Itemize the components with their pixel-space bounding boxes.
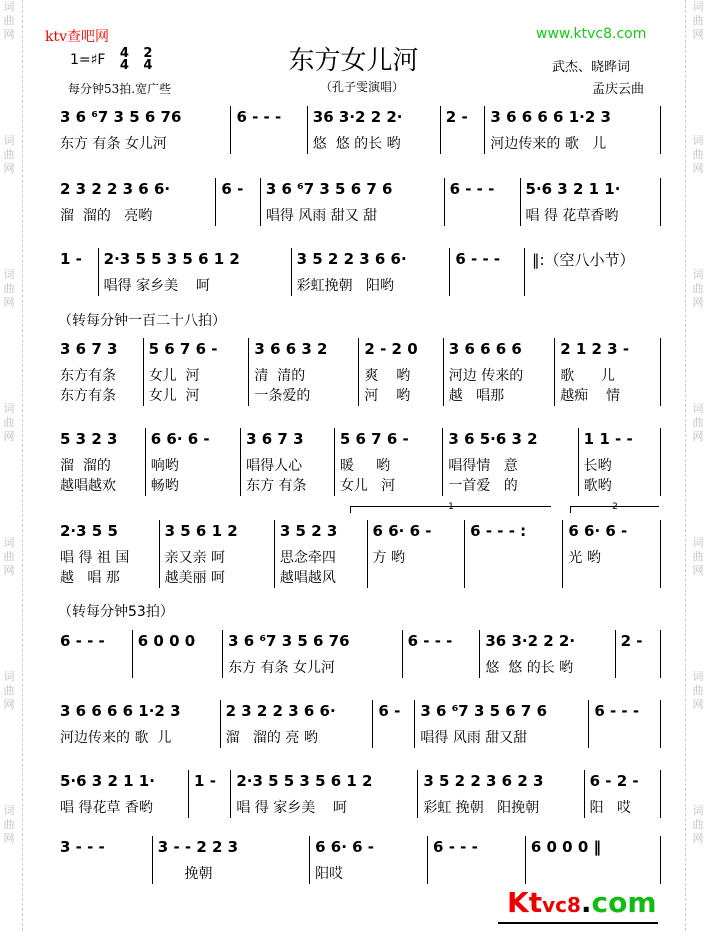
side-watermark: 词 曲 网 <box>3 402 15 443</box>
lyric-line: 越美丽 呵 <box>164 570 226 586</box>
measure <box>55 106 231 154</box>
tempo-change: （转每分钟53拍） <box>58 604 174 620</box>
measure-notes: 3 6 5·6 3 2 <box>448 430 538 448</box>
lyric-line: 越唱越风 <box>279 570 336 586</box>
lyric-line <box>60 276 93 296</box>
lyric-line: 溜 溜的 亮哟 <box>60 208 153 224</box>
staff-system <box>55 700 661 748</box>
lyric-line: 彩虹 挽朝 阳挽朝 <box>423 800 540 816</box>
side-watermark: 词 曲 网 <box>3 0 15 41</box>
lyric-line: 东方 有条 女儿河 <box>60 136 167 152</box>
measure-notes: 5 6 7 6 - <box>339 430 409 448</box>
lyric-line: 唱 得 花草香哟 <box>525 208 619 224</box>
lyric-line <box>221 206 254 226</box>
measure <box>261 178 445 226</box>
tempo-marking: 每分钟53拍.宽广些 <box>68 82 172 96</box>
lyric-line: 唱得 家乡美 呵 <box>103 278 210 294</box>
measure-notes: 2 1 2 3 - <box>560 340 630 358</box>
measure-notes: 6 0 0 0 <box>137 632 196 650</box>
composer: 孟庆云曲 <box>592 82 645 97</box>
lyric-line <box>594 728 655 748</box>
measure <box>415 700 589 748</box>
lyric-line: 东方有条 <box>60 388 116 404</box>
lyric-line: 亲又亲 呵 <box>164 550 226 566</box>
left-margin-line <box>22 0 23 931</box>
lyric-line <box>455 276 519 296</box>
lyric-line: 河边传来的 歌 儿 <box>490 136 607 152</box>
measure <box>585 770 661 818</box>
key: 1=♯F <box>70 52 106 68</box>
measure-notes: 1 - <box>60 250 82 268</box>
measure-notes: 5 3 2 3 <box>60 430 118 448</box>
measure <box>368 520 466 588</box>
measure-notes: 3 - - 2 2 3 <box>157 838 239 856</box>
lyric-line: 悠 悠 的长 哟 <box>312 136 401 152</box>
measure-notes: 6 - - - <box>236 108 282 126</box>
lyric-line: 方 哟 <box>372 550 405 566</box>
lyric-line: 一条爱的 <box>254 388 311 404</box>
side-watermark: 词 曲 网 <box>692 536 704 577</box>
time-bottom: 4 <box>119 58 129 73</box>
measure-notes: 2 - <box>620 632 643 650</box>
key-signature <box>70 48 152 72</box>
measure <box>292 248 451 296</box>
footer-watermark: Ktvc8.com <box>507 886 657 919</box>
measure-notes: 5·6 3 2 1 1· <box>525 180 621 198</box>
lyric-line: 河边 传来的 <box>448 368 524 384</box>
measure <box>216 178 260 226</box>
lyricist: 武杰、晓晔词 <box>552 60 631 75</box>
lyric-line: 东方 有条 <box>246 478 307 494</box>
measure <box>335 428 444 496</box>
lyric-line: 光 哟 <box>568 550 601 566</box>
measure <box>563 520 661 588</box>
measure <box>310 836 428 884</box>
side-watermark: 词 曲 网 <box>692 134 704 175</box>
measure <box>444 338 555 406</box>
measure <box>308 106 441 154</box>
lyric-line <box>531 864 655 884</box>
measure <box>480 630 615 678</box>
measure <box>99 248 292 296</box>
measure-notes: 6 - <box>221 180 244 198</box>
measure <box>441 106 486 154</box>
side-watermark: 词 曲 网 <box>692 670 704 711</box>
measure-notes: 3 6 6 6 6 1·2 3 <box>60 702 181 720</box>
measure-notes: 3 5 2 3 <box>279 522 338 540</box>
tempo-change: （转每分钟一百二十八拍） <box>58 313 226 329</box>
measure <box>275 520 368 588</box>
lyric-line <box>446 134 480 154</box>
lyric-line: 溜 溜的 <box>60 458 111 474</box>
lyric-line: 歌哟 <box>583 478 612 494</box>
measure <box>55 700 221 748</box>
measure <box>55 770 189 818</box>
lyric-line: 唱 得花草 香哟 <box>60 800 153 816</box>
time-top: 4 <box>119 46 129 61</box>
lyric-line: 响哟 <box>150 458 179 474</box>
lyric-line: 暖 哟 <box>339 458 391 474</box>
volta-1-label: 1 <box>448 502 454 512</box>
volta-1 <box>350 502 551 513</box>
lyric-line <box>568 568 655 588</box>
side-watermark: 词 曲 网 <box>692 268 704 309</box>
empty-bars-note: ‖:（空八小节） <box>532 251 635 269</box>
lyric-line: 唱得人心 <box>246 458 303 474</box>
time-top: 2 <box>143 46 153 61</box>
lyric-line: 女儿 河 <box>339 478 396 494</box>
lyric-line <box>621 658 655 678</box>
measure-notes: 6 - <box>378 702 401 720</box>
lyric-line: 长哟 <box>583 458 612 474</box>
time-bottom: 4 <box>143 58 153 73</box>
staff-system <box>55 520 661 588</box>
lyric-line <box>60 864 147 884</box>
lyric-line: 悠 悠 的长 哟 <box>485 660 574 676</box>
lyric-line <box>470 568 557 588</box>
lyric-line: 女儿 河 <box>148 388 200 404</box>
lyric-line <box>373 568 460 588</box>
side-watermark: 词 曲 网 <box>3 268 15 309</box>
measure-notes: 6 6· 6 - <box>568 522 628 540</box>
measure-notes: 36 3·2 2 2· <box>485 632 576 650</box>
measure-notes: 36 3·2 2 2· <box>312 108 403 126</box>
measure-notes: 2 3 2 2 3 6 6· <box>225 702 336 720</box>
measure <box>221 700 374 748</box>
measure-notes: 6 - - - <box>407 632 453 650</box>
lyric-line: 畅哟 <box>150 478 179 494</box>
measure-notes: 3 6 6 6 6 <box>448 340 522 358</box>
measure <box>359 338 443 406</box>
measure <box>231 770 418 818</box>
measure <box>403 630 481 678</box>
lyric-line: 唱得 风雨 甜又 甜 <box>265 208 378 224</box>
measure <box>249 338 359 406</box>
measure <box>616 630 661 678</box>
volta-2-label: 2 <box>612 502 618 512</box>
lyric-line <box>194 798 225 818</box>
measure <box>526 836 661 884</box>
watermark-right: www.ktvc8.com <box>536 26 647 42</box>
staff-system <box>55 178 661 226</box>
measure-notes: 3 6 6 6 6 1·2 3 <box>490 108 611 126</box>
lyric-line: 女儿 河 <box>148 368 200 384</box>
measure <box>485 106 661 154</box>
lyric-line <box>433 864 520 884</box>
measure <box>450 248 525 296</box>
measure-notes: 1 - <box>194 772 216 790</box>
measure-notes: 6 - - - <box>455 250 501 268</box>
measure <box>55 836 153 884</box>
lyric-line: 唱得 风雨 甜又甜 <box>420 730 528 746</box>
side-watermark: 词 曲 网 <box>3 536 15 577</box>
measure-notes: 3 5 2 2 3 6 6· <box>296 250 407 268</box>
measure <box>55 520 160 588</box>
measure <box>465 520 563 588</box>
side-watermark: 词 曲 网 <box>692 804 704 845</box>
staff-system <box>55 428 661 496</box>
measure-notes: 2 - <box>445 108 468 126</box>
measure <box>55 248 99 296</box>
measure <box>241 428 335 496</box>
measure-notes: 2 - 2 0 <box>364 340 418 358</box>
measure-notes: 6 - - - <box>433 838 478 856</box>
staff-system <box>55 770 661 818</box>
lyric-line <box>60 658 127 678</box>
measure-notes: 6 - 2 - <box>589 772 639 790</box>
measure <box>55 428 146 496</box>
measure-notes: 3 6 ⁶7 3 5 6 76 <box>228 632 350 650</box>
measure-notes: 6 - - - : <box>470 522 527 540</box>
measure <box>589 700 661 748</box>
lyric-line <box>138 658 217 678</box>
measure <box>55 630 133 678</box>
lyric-line: 唱得情 意 <box>448 458 518 474</box>
measure-notes: 2·3 5 5 3 5 6 1 2 <box>103 250 240 268</box>
measure <box>55 178 216 226</box>
singer: （孔子雯演唱） <box>320 80 405 94</box>
lyric-line: 阳 哎 <box>589 800 631 816</box>
lyric-line: 东方 有条 女儿河 <box>228 660 336 676</box>
side-watermark: 词 曲 网 <box>3 670 15 711</box>
volta-2 <box>570 502 659 513</box>
measure-notes: 3 - - - <box>60 838 105 856</box>
measure-notes: 3 5 6 1 2 <box>164 522 238 540</box>
measure <box>160 520 275 588</box>
staff-system <box>55 630 661 678</box>
measure-notes: 6 6· 6 - <box>372 522 432 540</box>
measure <box>373 700 415 748</box>
measure <box>418 770 584 818</box>
lyric-line: 河边传来的 歌 儿 <box>60 730 172 746</box>
measure-notes: 6 - - - <box>449 180 495 198</box>
measure <box>428 836 526 884</box>
lyric-line: 越 唱那 <box>448 388 505 404</box>
watermark-underline <box>498 922 658 924</box>
lyric-line <box>470 548 557 568</box>
measure <box>144 338 250 406</box>
side-watermark: 词 曲 网 <box>692 0 704 41</box>
measure <box>555 338 661 406</box>
lyric-line: 清 清的 <box>254 368 306 384</box>
measure-notes: 3 6 7 3 <box>60 340 118 358</box>
staff-system <box>55 106 661 154</box>
measure <box>153 836 310 884</box>
measure-notes: 2 3 2 2 3 6 6· <box>60 180 171 198</box>
measure <box>443 428 578 496</box>
lyric-line: 唱 得 祖 国 <box>60 550 130 566</box>
watermark-left: ktv查吧网 <box>45 29 110 45</box>
measure-notes: 5·6 3 2 1 1· <box>60 772 155 790</box>
measure-notes: 3 6 ⁶7 3 5 6 76 <box>60 108 182 126</box>
measure-notes: 6 0 0 0 ‖ <box>530 838 601 856</box>
measure-notes: 5 6 7 6 - <box>148 340 218 358</box>
lyric-line: 溜 溜的 亮 哟 <box>225 730 318 746</box>
lyric-line: 越 唱 那 <box>60 570 120 586</box>
side-watermark: 词 曲 网 <box>3 804 15 845</box>
lyric-line: 爽 哟 <box>364 368 411 384</box>
measure-notes: 6 - - - <box>60 632 105 650</box>
lyric-line: 越唱越欢 <box>60 478 116 494</box>
time-signature-2 <box>143 48 152 72</box>
lyric-line: 越痴 情 <box>560 388 620 404</box>
measure-notes: 3 6 7 3 <box>246 430 304 448</box>
lyric-line <box>408 658 475 678</box>
measure <box>133 630 223 678</box>
measure-notes: 3 6 ⁶7 3 5 6 7 6 <box>420 702 548 720</box>
measure-notes: 2·3 5 5 3 5 6 1 2 <box>236 772 373 790</box>
song-title: 东方女儿河 <box>288 46 419 76</box>
measure <box>55 338 144 406</box>
measure <box>189 770 231 818</box>
staff-system <box>55 836 661 884</box>
measure <box>521 178 662 226</box>
lyric-line: 河 哟 <box>364 388 411 404</box>
measure-notes: 6 6· 6 - <box>150 430 210 448</box>
staff-system <box>55 338 661 406</box>
measure-notes: 1 1 - - <box>583 430 633 448</box>
side-watermark: 词 曲 网 <box>692 402 704 443</box>
lyric-line: 一首爱 的 <box>448 478 518 494</box>
measure <box>579 428 661 496</box>
time-signature-1 <box>120 48 129 72</box>
lyric-line: 歌 儿 <box>560 368 615 384</box>
lyric-line <box>378 728 409 748</box>
lyric-line: 唱 得 家乡美 呵 <box>236 800 348 816</box>
side-watermark: 词 曲 网 <box>3 134 15 175</box>
measure-notes: 2·3 5 5 <box>60 522 118 540</box>
lyric-line: 思念牵四 <box>279 550 336 566</box>
measure-notes: 3 6 6 3 2 <box>254 340 328 358</box>
measure <box>445 178 521 226</box>
lyric-line <box>236 134 301 154</box>
right-margin-line <box>685 0 686 931</box>
measure-notes: 6 - - - <box>594 702 640 720</box>
measure-notes: 3 5 2 2 3 6 2 3 <box>423 772 544 790</box>
measure-notes: 6 6· 6 - <box>315 838 375 856</box>
measure <box>231 106 307 154</box>
lyric-line: 东方有条 <box>60 368 116 384</box>
staff-system <box>55 248 525 296</box>
measure <box>146 428 241 496</box>
measure <box>223 630 402 678</box>
measure-notes: 3 6 ⁶7 3 5 6 7 6 <box>265 180 393 198</box>
lyric-line <box>450 206 515 226</box>
lyric-line: 挽朝 <box>157 866 213 882</box>
lyric-line: 阳哎 <box>315 866 344 882</box>
lyric-line: 彩虹挽朝 阳哟 <box>296 278 394 294</box>
